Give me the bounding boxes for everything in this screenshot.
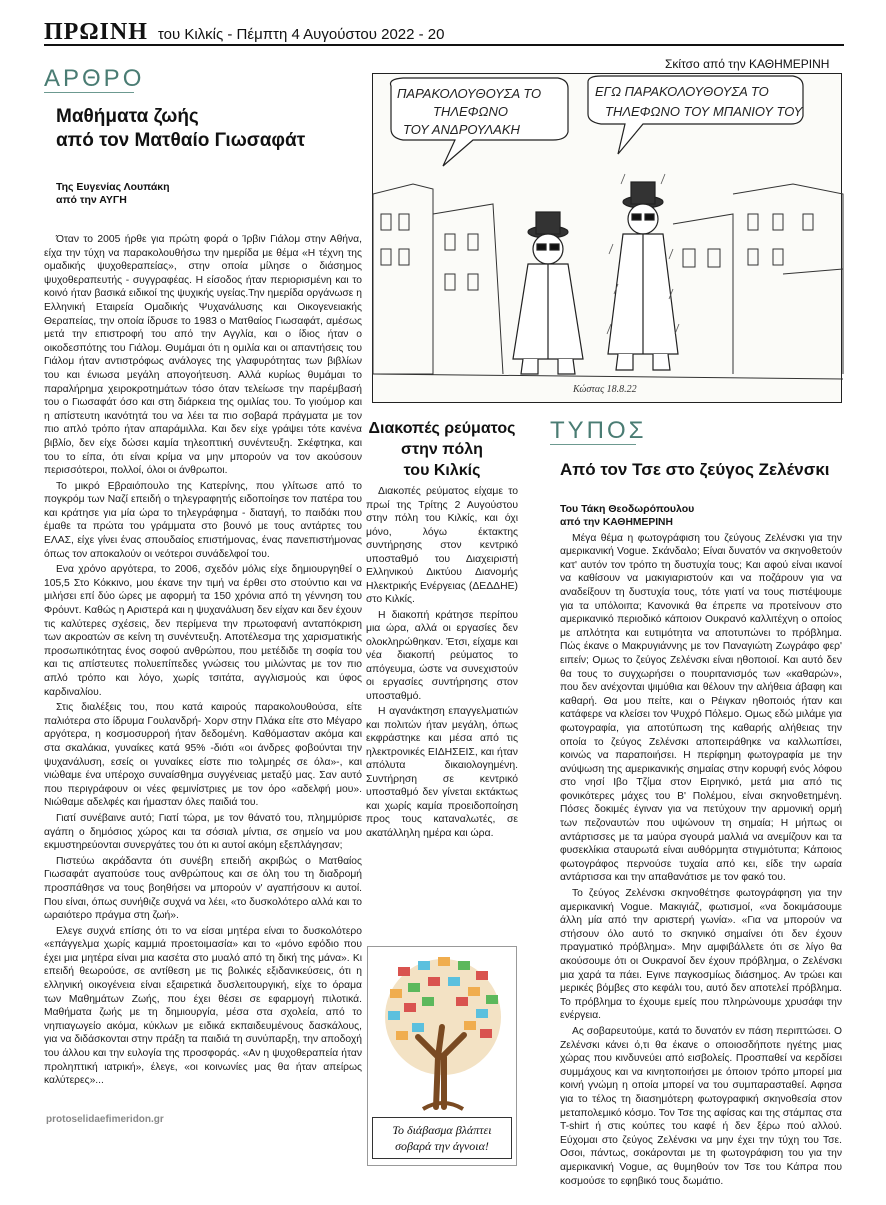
poster-caption-line-2: σοβαρά την άγνοια!	[395, 1139, 489, 1153]
right-article-body	[550, 516, 842, 1188]
article-headline	[56, 105, 362, 153]
byline-author: Της Ευγενίας Λουπάκη	[56, 181, 170, 193]
cartoon-figure-right	[608, 182, 678, 370]
cartoon-figure-left	[513, 212, 583, 374]
mid-headline-line-3: του Κιλκίς	[403, 462, 481, 479]
paragraph: Ελεγε συχνά επίσης ότι το να είσαι μητέρα είναι το δυσκολότερο «επάγγελμα χωρίς καμμιά προετοιμασία» και το «μόνο εφόδιο που έχει μια μητέρα είναι μια κασέτα στο μυαλό από τη δική της μάνα». Κι επειδή θεωρούσε, σε αντίθεση με τις βολικές εξιδανικεύσεις, ότι η ελληνική οικογένεια είναι εξαιρετικά δυσλειτουργική, είχε το όραμα των Μαθημάτων Ζωής, που έχει θέσει σε εφαρμογή πιλοτικά. Μαθήματα ζωής με τη δημιουργία, μέσα στα σχολεία, από το νηπιαγωγείο ακόμα, κύκλων με ειδικά εκπαιδευμένους δασκάλους, για να διδάσκονται στην πράξη τα παιδιά τη συνύπαρξη, την αποδοχή του άλλου και την ευλογία της προσφοράς. «Αν η ψυχοθεραπεία ήταν προληπτική ιατρική», έλεγε, «οι κοινωνίες μας θα ήταν απείρως καλύτερες»...	[44, 925, 362, 1087]
paragraph: Ας σοβαρευτούμε, κατά το δυνατόν εν πάση περιπτώσει. Ο Ζελένσκι κάνει ό,τι θα έκανε ο οποιοσδήποτε ηγέτης μιας χώρας που κινδυνεύει από εισβολείς. Προσπαθεί να κερδίσει συμμάχους και να κινητοποιήσει με όποιον τρόπο μπορεί μια κοινή γνώμη η οποία μπορεί να του συμπαρασταθεί. Αφησα για το τέλος τη διασημότερη φωτογραφική σκηνοθεσία στον μεταπολεμικό κόσμο. Τον Τσε της αφίσας και της στάμπας στα T-shirt ή στις κούπες του καφέ ή δεν ξέρω πού αλλού. Εύχομαι στο ζεύγος Ζελένσκι να μην έχει την τύχη του Τσε. Οσοι, πάντως, σοκάρονται με τη φωτογράφιση του για την αμερικανική Vogue, ας θυμηθούν τον Τσε του Κάπρα που κοσμούσε το εφηβικό τους δωμάτιο.	[560, 1025, 842, 1187]
cartoon-signature: Κώστας 18.8.22	[573, 384, 637, 395]
section-title-article: ΑΡΘΡΟ	[44, 65, 145, 92]
paragraph: Διακοπές ρεύματος είχαμε το πρωί της Τρίτης 2 Αυγούστου στην πόλη του Κιλκίς, και όχι μόνο, λόγω έκτακτης συντήρησης στον κεντρικό υποσταθμό του Διαχειριστή Ελληνικού Δικτύου Διανομής Ηλεκτρικής Ενέργειας (ΔΕΔΔΗΕ) στο Κιλκίς.	[366, 486, 518, 605]
mid-headline	[366, 418, 518, 481]
byline-author: Του Τάκη Θεοδωρόπουλου	[560, 503, 695, 515]
mid-article-body	[366, 485, 518, 840]
book-tree-illustration	[368, 947, 518, 1117]
poster-caption	[372, 1117, 512, 1159]
left-article	[44, 66, 362, 1176]
book-tree-poster	[367, 946, 517, 1166]
paragraph: Το μικρό Εβραιόπουλο της Κατερίνης, που γλίτωσε από το πογκρόμ των Ναζί επειδή ο τηλεγραφητής ειδοποίησε τον πατέρα του και κράτησε για μία ώρα το τηλεγράφημα - διαταγή, το παιδάκι που έμαθε τα πρώτα του γράμματα στο βουνό με τους αντάρτες του ΕΛΑΣ, είχε γίνει ένας σπουδαίος επιστήμονας, ένας πανεπιστήμονας όπως τον αποκαλούν οι νεότεροι συνάδελφοί του.	[44, 480, 362, 560]
cartoon-drawing	[373, 74, 843, 404]
poster-caption-line-1: Το διάβασμα βλάπτει	[392, 1123, 492, 1137]
bubble-left-line-3: ΤΟΥ ΑΝΔΡΟΥΛΑΚΗ	[403, 122, 520, 137]
bubble-left-line-2: ΤΗΛΕΦΩΝΟ	[433, 104, 508, 119]
byline-source: από την ΑΥΓΗ	[56, 194, 127, 206]
right-headline: Από τον Τσε στο ζεύγος Ζελένσκι	[560, 460, 830, 479]
paragraph: Πιστεύω ακράδαντα ότι συνέβη επειδή ακριβώς ο Ματθαίος Γιωσαφάτ αγαπούσε τους ανθρώπους και σε όλη του τη διαδρομή προσπάθησε να τους βοηθήσει να μπορούν ν' αγαπήσουν κι αυτοί. Που είναι, όπως συνήθιζε συχνά να λέει, «το δυσκολότερο αλλά και το ωραιότερο πράγμα στη ζωή».	[44, 855, 362, 922]
headline-line-2: από τον Ματθαίο Γιωσαφάτ	[56, 130, 306, 151]
paragraph: Ενα χρόνο αργότερα, το 2006, σχεδόν μόλις είχε δημιουργηθεί ο 105,5 Στο Κόκκινο, μου έκανε την τιμή να έρθει στο στούντιο και να μιλήσει επί δύο ώρες με αφορμή τα 150 χρόνια από τη γέννηση του Φρόυντ. Καθώς η Αριστερά και η ψυχανάλυση δεν είχαν και δεν έχουν τις καλύτερες σχέσεις, δεν περίμενα την πρωτοφανή ανταπόκριση των ακροατών σε κείνη τη συνέντευξη. Αποτέλεσμα της χαρισματικής προσωπικότητας ένος σοφού ανθρώπου, που μετέδιδε τη σοφία του και τις απίστευτες πολυεπίπεδες γνώσεις του μιλώντας με τον πιο απλό τρόπο και λόγο, χωρίς τσιτάτα, αγγλισμούς και ύφος καρδιναλίου.	[44, 564, 362, 698]
newspaper-logo: ΠΡΩΙΝΗ	[44, 19, 148, 45]
paragraph: Το ζεύγος Ζελένσκι σκηνοθέτησε φωτογράφηση για την αμερικανική Vogue. Μακιγιάζ, φωτισμοί, «να δοκιμάσουμε άλλη μία από την αριστερή γωνία». «Για να μπορούν να στήσουν όλο αυτό το σκηνικό σημαίνει ότι δεν έχουν πραγματικό πρόβλημα». Μην αμφιβάλλετε ότι σε λίγο θα ακούσουμε ότι οι Ουκρανοί δεν έχουν πρόβλημα, ο Ζελένσκι μια χαρά τα πάει. Εγινε παγκοσμίως διάσημος. Αν τρώει και μερικές βόμβες στο κεφάλι του, αυτό δεν αποτελεί πρόβλημα. Το πρόβλημα το έχουμε εμείς που πληρώνουμε χρυσάφι την ενέργεια.	[560, 888, 842, 1022]
paragraph: Η αγανάκτηση επαγγελματιών και πολιτών ήταν μεγάλη, όπως εκφράστηκε και μέσα από τις ηλεκτρονικές ΕΙΔΗΣΕΙΣ, και ήταν απόλυτα δικαιολογημένη. Συντήρηση σε κεντρικό υποσταθμό δεν γίνεται εκτάκτως και χωρίς καμία προειδοποίηση προς τους καταναλωτές, σε ακατάλληλη ημέρα και ώρα.	[366, 706, 518, 839]
paragraph: Η διακοπή κράτησε περίπου μια ώρα, αλλά οι εργασίες δεν ολοκληρώθηκαν. Έτσι, είχαμε και νέα διακοπή ρεύματος το απόγευμα, ώστε να συνεχιστούν οι εργασίες συντήρησης στον υποσταθμό.	[366, 609, 518, 702]
mid-headline-line-1: Διακοπές ρεύματος	[368, 420, 516, 437]
cartoon-caption: Σκίτσο από την ΚΑΘΗΜΕΡΙΝΗ	[665, 57, 830, 71]
right-byline	[560, 503, 842, 516]
byline-source: από την ΚΑΘΗΜΕΡΙΝΗ	[560, 517, 673, 528]
headline-line-1: Μαθήματα ζωής	[56, 106, 199, 127]
political-cartoon	[372, 73, 842, 403]
paragraph: Όταν το 2005 ήρθε για πρώτη φορά ο Ίρβιν Γιάλομ στην Αθήνα, είχα την τύχη να παρακολουθήσω την ημερίδα με θέμα «Η τέχνη της ομαδικής ψυχοθεραπείας», στην οποία μίλησε ο διάσημος ψυχοθεραπευτής - συγγραφέας. Η είσοδος ήταν περιορισμένη και το κοινό ήταν βασικά ειδικοί της ψυχικής υγείας.Την ημερίδα οργάνωσε η Ελληνική Εταιρεία Ομαδικής Ψυχανάλυσης και Οικογενειακής Θεραπείας, την οποία ίδρυσε το 1983 ο Ματθαίος Γιωσαφάτ, αμέσως μετά την επιστροφή του από την Αγγλία, και ο ίδιος ήταν ο οικοδεσπότης του Γιάλομ. Θυμάμαι ότι η ομιλία και οι απαντήσεις του Γιάλομ ήταν αντιστρόφως ανάλογες της γλαφυρότητας των βιβλίων του και ένιωσα μεγάλη απογοήτευση. Αλλά κυρίως θυμάμαι το παραλήρημα χειροκροτημάτων τόσο όταν τελείωσε την παρέμβασή του ο Γιωσαφάτ όσο και στη διάρκεια της ομιλίας του. Το γιούμορ και η απίστευτη ικανότητά του να λέει τα πιο σοβαρά πράγματα με τον πιο απλό τρόπο ήταν απαράμιλλα. Και δεν είχε γράψει τότε κανένα βιβλίο, δεν είχε δώσει καμία τηλεοπτική συνέντευξη. Σκέφτηκα, και του το είπα, ότι είναι κρίμα να μην μπορούν να τον ακούσουν περισσότεροι, πολλοί, όλοι οι άνθρωποι.	[44, 234, 362, 477]
section-title-press: ΤΥΠΟΣ	[550, 417, 647, 444]
masthead	[44, 20, 844, 46]
bubble-right-line-1: ΕΓΩ ΠΑΡΑΚΟΛΟΥΘΟΥΣΑ ΤΟ	[595, 84, 769, 99]
paragraph: Στις διαλέξεις του, που κατά καιρούς παρακολουθούσα, είτε παλιότερα στο ίδρυμα Γουλανδρή- Χορν στην Πλάκα είτε στο Μέγαρο αργότερα, η κοσμοσυρροή ήταν δεδομένη. Καθόμασταν ακόμα και στα σκαλάκια, γυναίκες κατά 95% -διότι «οι άνδρες φοβούνται την ψυχανάλυση, εσείς οι γυναίκες είστε πιο τολμηρές σε όλα»-, και νιώθαμε ένα υπέροχο συναίσθημα συγγένειας μεταξύ μας. Σαν αυτό που περιγράφουν οι νέες φεμινίστριες με τον όρο «αδελφή μου». Νιώθαμε αδελφές και ήμασταν όλες παιδιά του.	[44, 702, 362, 809]
watermark: protoselidaefimeridon.gr	[46, 1114, 164, 1125]
mid-headline-line-2: στην πόλη	[401, 441, 483, 458]
dateline: του Κιλκίς - Πέμπτη 4 Αυγούστου 2022 - 20	[157, 26, 445, 43]
article-byline	[56, 181, 362, 207]
mid-article	[366, 418, 518, 938]
paragraph: Μέγα θέμα η φωτογράφιση του ζεύγους Ζελένσκι για την αμερικανική Vogue. Σκάνδαλο; Είναι δυνατόν να σκηνοθετούν κατ' αυτόν τον τρόπο τη δυστυχία τους; Και αφού είναι ικανοί να καθίσουν να μακιγιαριστούν και να ποζάρουν για να αναδείξουν τη δυστυχία τους, τότε γιατί να τους πιστέψουμε για τα υπόλοιπα; Κανονικά θα έπρεπε να προτείνουν στο αμερικανικό περιοδικό κάποιον Ουκρανό καλλιτέχνη ο οποίος με απλότητα και ευτιμότητα να αποτυπώνει το πρόβλημα. Πώς έκανε ο Μακρυγιάννης με τον Παναγιώτη Ζωγράφο φερ' ειπείν; Ομως το ζεύγος Ζελένσκι είναι ηθοποιοί. Και αυτό δεν θα τους το συγχωρήσει ο πουριτανισμός των «καθαρών», που δεν ανέχονται ψιμύθια και θέλουν την αλήθεια άβαφη και καθαρή. Θα μου πείτε, και ο Ρέιγκαν ηθοποιός ήταν και κατάφερε να κλείσει τον Ψυχρό Πόλεμο. Ομως εδώ μιλάμε για φωτογραφία, για αποτύπωση της καθαρής αλήθειας την οποία το ζεύγος Ζελένσκι αποπειράθηκε να καλλωπίσει, κοινώς να παραποιήσει. Η περίφημη φωτογραφία με την ανύψωση της αμερικανικής σημαίας στην κορυφή ενός λόφου στο νησί Ιβο Τζίμα στον Ειρηνικό, μετά μια από τις φονικότερες μάχες του Β' Πολέμου, είναι σκηνοθετημένη. Πόσες δοκιμές έγιναν για να πετύχουν την αρμονική ορμή των πεζοναυτών που υψώνουν τη σημαία; Η μήπως οι αντάρτισσες με τα μαύρα σγουρά μαλλιά να ανεμίζουν και τα φυσεκλίκια σταυρωτά είναι αυθόρμητα στιγμιότυπα; Κάποιος φωτογράφος περνούσε τυχαία από κει, είδε την ωραία αντάρτισσα και την απαθανάτισε με τον φακό του.	[560, 532, 842, 884]
article-body	[44, 233, 362, 1088]
right-article	[550, 417, 842, 1187]
paragraph: Γιατί συνέβαινε αυτό; Γιατί τώρα, με τον θάνατό του, πλημμύρισε αγάπη ο δημόσιος χώρος και τα σόσιαλ μίντια, σε σημείο να μου εκμυστηρεύονται συνεργάτες του ότι κι αυτοί ακόμη εξεπλάγησαν;	[44, 812, 362, 852]
bubble-left-line-1: ΠΑΡΑΚΟΛΟΥΘΟΥΣΑ ΤΟ	[397, 86, 542, 101]
bubble-right-line-2: ΤΗΛΕΦΩΝΟ ΤΟΥ ΜΠΑΝΙΟΥ ΤΟΥ	[605, 104, 803, 119]
